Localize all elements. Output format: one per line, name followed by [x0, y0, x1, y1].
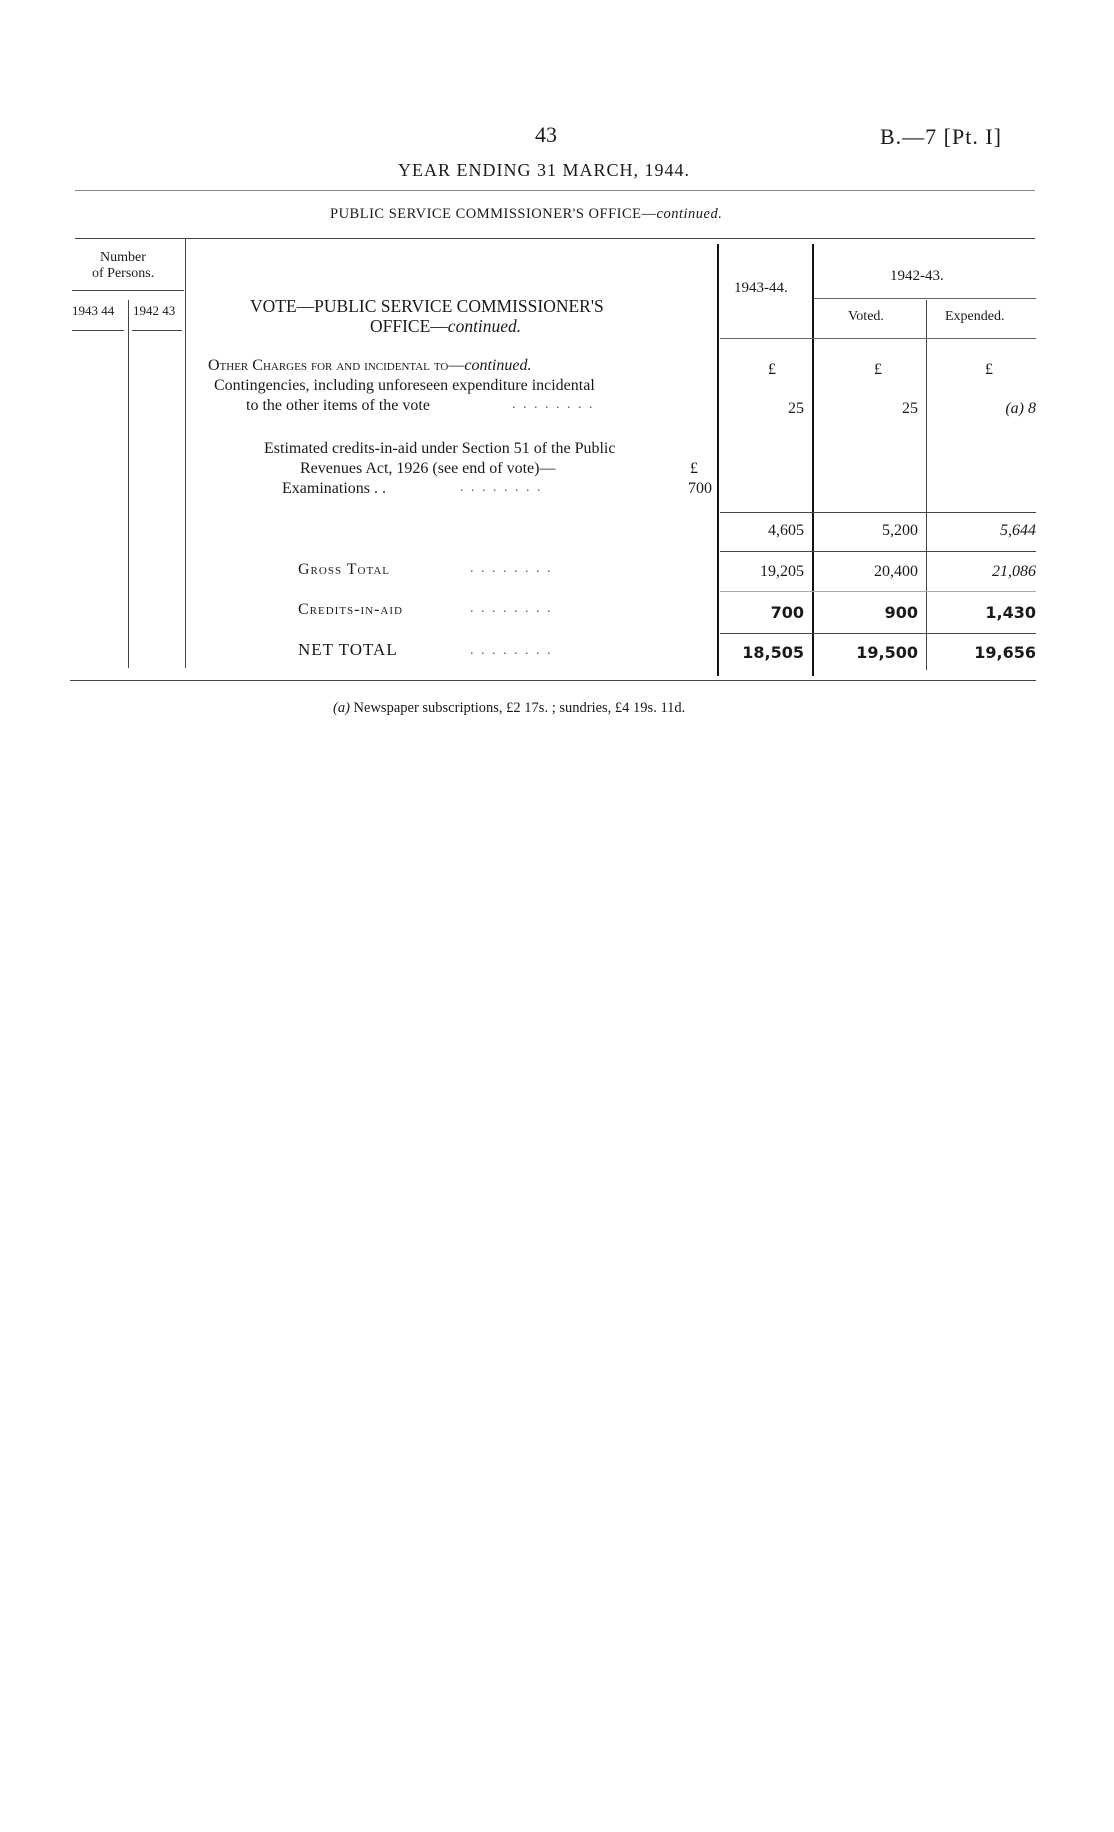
header-rule: [75, 190, 1035, 191]
column-heading-voted: Voted.: [848, 309, 884, 324]
credits-estimate-currency: £: [690, 460, 698, 477]
table-bottom-rule: [70, 680, 1036, 681]
section-title-main: PUBLIC SERVICE COMMISSIONER'S OFFICE—: [330, 206, 657, 222]
persons-year-rule-2: [132, 330, 182, 331]
net-total-voted-value: 19,500: [856, 643, 918, 662]
examinations-label: Examinations . .: [282, 480, 386, 497]
expended-footnote-marker: (a): [1005, 400, 1024, 417]
credits-in-aid-label: Credits-in-aid: [298, 601, 403, 618]
net-total-1943-44-value: 18,505: [742, 643, 804, 662]
credits-in-aid-1943-44-value: 700: [770, 603, 804, 622]
credits-in-aid-expended-value: 1,430: [985, 603, 1036, 622]
gross-total-rule: [720, 591, 1036, 592]
other-charges-label: Other Charges for and incidental to—: [208, 357, 465, 374]
contingencies-expended-value: [950, 400, 1036, 418]
page-number: 43: [535, 122, 557, 147]
column-heading-1943-44: 1943-44.: [734, 280, 788, 296]
contingencies-leader: . . . . . . . .: [512, 397, 595, 412]
rule-col-expended-left: [926, 300, 927, 670]
footnote: [333, 700, 685, 717]
expended-contingencies-amount: 8: [1028, 400, 1036, 417]
persons-label-rule: [72, 290, 184, 291]
footnote-marker: (a): [333, 700, 350, 716]
column-heading-1942-43-rule: [814, 298, 1036, 299]
persons-label-line1: Number: [100, 250, 146, 265]
year-title: YEAR ENDING 31 MARCH, 1944.: [398, 160, 690, 180]
persons-year-1943-44: 1943 44: [72, 303, 115, 318]
contingencies-line1: Contingencies, including unforeseen expenditure incidental: [214, 377, 595, 394]
gross-total-voted-value: 20,400: [874, 563, 918, 580]
examinations-value: 700: [688, 480, 712, 497]
currency-1943-44: £: [768, 361, 776, 378]
subtotal-bottom-rule: [720, 551, 1036, 552]
subtotal-1943-44-value: 4,605: [768, 522, 804, 539]
persons-label-line2: of Persons.: [92, 266, 155, 281]
other-charges-heading: [208, 357, 531, 375]
rule-persons-right: [185, 238, 186, 668]
net-total-leader: . . . . . . . .: [470, 643, 553, 658]
gross-total-1943-44-value: 19,205: [760, 563, 804, 580]
column-heading-1942-43: 1942-43.: [890, 268, 944, 284]
contingencies-voted-value: 25: [902, 400, 918, 417]
gross-total-label: Gross Total: [298, 561, 391, 578]
column-headings-bottom-rule: [720, 338, 1036, 339]
contingencies-line2: to the other items of the vote: [246, 397, 430, 414]
credits-estimate-line2: Revenues Act, 1926 (see end of vote)—: [300, 460, 556, 477]
vote-title-line1: VOTE—PUBLIC SERVICE COMMISSIONER'S: [250, 296, 604, 316]
section-title-continued: continued.: [656, 206, 723, 222]
currency-voted: £: [874, 361, 882, 378]
credits-in-aid-voted-value: 900: [884, 603, 918, 622]
rule-col-1943-44-left: [717, 244, 719, 676]
gross-total-expended-value: 21,086: [992, 563, 1036, 580]
other-charges-continued: continued.: [464, 357, 532, 374]
vote-title-office: OFFICE—: [370, 316, 448, 336]
column-heading-expended: Expended.: [945, 309, 1005, 324]
subtotal-expended-value: 5,644: [1000, 522, 1036, 539]
credits-estimate-line1: Estimated credits-in-aid under Section 51 of the Public: [264, 440, 616, 457]
net-total-expended-value: 19,656: [974, 643, 1036, 662]
credits-in-aid-leader: . . . . . . . .: [470, 601, 553, 616]
net-total-label: NET TOTAL: [298, 640, 398, 659]
currency-expended: £: [985, 361, 993, 378]
gross-total-leader: . . . . . . . .: [470, 561, 553, 576]
persons-year-1942-43: 1942 43: [133, 303, 176, 318]
net-total-top-rule: [720, 633, 1036, 634]
vote-title-continued: continued.: [447, 316, 522, 336]
rule-col-voted-left: [812, 244, 814, 676]
vote-title-line2: [370, 316, 521, 337]
contingencies-1943-44-value: 25: [788, 400, 804, 417]
subtotal-rule: [720, 512, 1036, 513]
section-title: [330, 206, 722, 223]
examinations-leader: . . . . . . . .: [460, 480, 543, 495]
rule-persons-mid: [128, 300, 129, 668]
footnote-text: Newspaper subscriptions, £2 17s. ; sundries, £4 19s. 11d.: [353, 700, 686, 716]
persons-year-rule-1: [72, 330, 124, 331]
document-reference: B.—7 [Pt. I]: [880, 124, 1002, 149]
table-top-rule: [75, 238, 1035, 239]
subtotal-voted-value: 5,200: [882, 522, 918, 539]
